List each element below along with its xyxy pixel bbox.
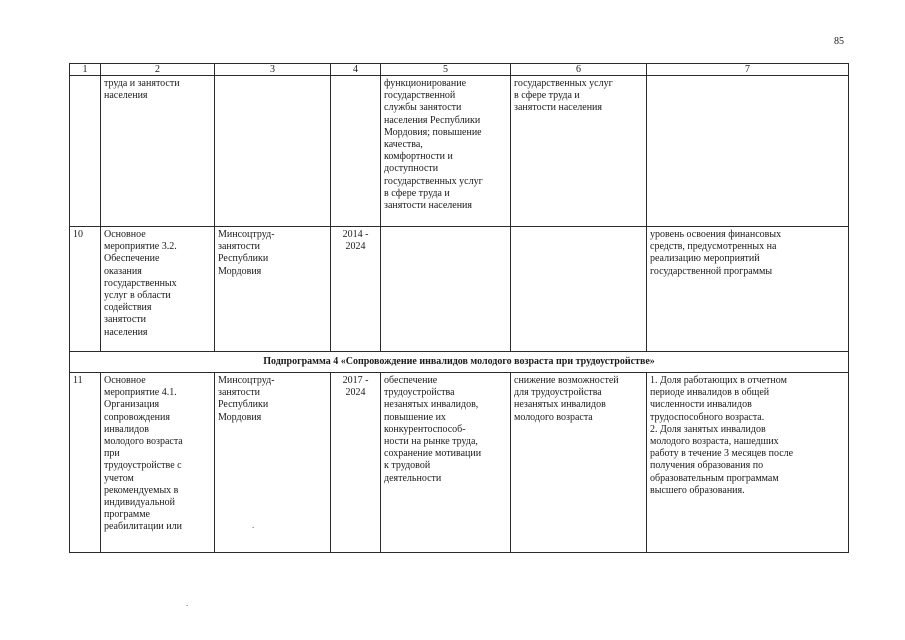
row10-indicator-line: уровень освоения финансовых <box>650 229 782 240</box>
subprogram-title: Подпрограмма 4 «Сопровождение инвалидов молодого возраста при трудоустройстве» <box>70 352 849 373</box>
table-row-11 <box>70 373 849 553</box>
document-table <box>69 63 849 553</box>
row10-measure-cell <box>101 227 215 352</box>
cont-result-line: комфортности и <box>384 151 453 163</box>
row11-result-line: конкурентоспособ- <box>384 423 466 435</box>
row11-measure-line: Организация <box>104 399 160 411</box>
row11-executor-cell <box>215 373 331 553</box>
col-header-2: 2 <box>101 64 215 76</box>
row10-measure-line: Основное <box>104 229 146 240</box>
row11-indicator-line: 2. Доля занятых инвалидов <box>650 423 766 435</box>
stray-mark: . <box>252 520 255 530</box>
cont-result-line: службы занятости <box>384 102 462 114</box>
row11-executor-line: занятости <box>218 387 260 399</box>
cont-result-line: населения Республики <box>384 114 481 126</box>
row11-result-line: обеспечение <box>384 375 438 386</box>
row11-indicator-line: периоде инвалидов в общей <box>650 387 770 399</box>
row11-indicator-line: получения образования по <box>650 460 764 472</box>
row11-indicator-cell <box>647 373 849 553</box>
row11-consequence-cell <box>511 373 647 553</box>
col-header-6: 6 <box>511 64 647 76</box>
row10-indicator-line: средств, предусмотренных на <box>650 241 777 253</box>
cont-executor-cell <box>215 76 331 227</box>
row11-executor-line: Мордовия <box>218 411 262 423</box>
row11-indicator-line: 1. Доля работающих в отчетном <box>650 375 787 386</box>
row11-indicator-line: образовательным программам <box>650 472 779 484</box>
row11-consequence-line: снижение возможностей <box>514 375 619 386</box>
row11-measure-line: молодого возраста <box>104 436 183 448</box>
cont-result-line: Мордовия; повышение <box>384 126 482 138</box>
row11-consequence-line: молодого возраста <box>514 411 593 423</box>
cont-measure-cell: труда и занятости населения <box>101 76 215 227</box>
row11-measure-line: сопровождения <box>104 411 170 423</box>
row10-measure-line: занятости <box>104 314 146 326</box>
page-number: 85 <box>834 36 844 47</box>
row11-num-cell: 11 <box>70 373 101 553</box>
row10-executor-line: занятости <box>218 241 260 253</box>
row10-measure-line: государственных <box>104 277 177 289</box>
col-header-4: 4 <box>331 64 381 76</box>
cont-result-cell <box>381 76 511 227</box>
col-header-5: 5 <box>381 64 511 76</box>
cont-result-line: качества, <box>384 139 423 151</box>
row10-measure-line: Обеспечение <box>104 253 160 265</box>
row11-result-line: сохранение мотивации <box>384 448 482 460</box>
row11-consequence-line: незанятых инвалидов <box>514 399 606 411</box>
row11-indicator-line: работу в течение 3 месяцев после <box>650 448 794 460</box>
table-row-continued <box>70 76 849 227</box>
row11-measure-line: индивидуальной <box>104 497 175 509</box>
row11-result-line: повышение их <box>384 411 446 423</box>
row10-num-cell: 10 <box>70 227 101 352</box>
row10-indicator-cell <box>647 227 849 352</box>
row10-executor-line: Минсоцтруд- <box>218 229 275 240</box>
row11-period-cell <box>331 373 381 553</box>
cont-indicator-cell <box>647 76 849 227</box>
row10-measure-line: населения <box>104 326 148 338</box>
row11-measure-line: при <box>104 448 120 460</box>
row11-indicator-line: численности инвалидов <box>650 399 752 411</box>
row10-period-line: 2014 - <box>342 229 369 240</box>
row11-measure-line: мероприятие 4.1. <box>104 387 177 399</box>
row11-period-line: 2017 - <box>342 375 369 386</box>
row11-result-cell <box>381 373 511 553</box>
row10-measure-line: оказания <box>104 265 142 277</box>
cont-result-line: государственных услуг <box>384 175 483 187</box>
cont-result-line: государственной <box>384 90 456 102</box>
row11-executor-line: Республики <box>218 399 269 411</box>
cont-consequence-line: занятости населения <box>514 102 603 114</box>
cont-consequence-cell <box>511 76 647 227</box>
row10-period-line: 2024 <box>345 241 366 253</box>
row10-executor-line: Мордовия <box>218 265 262 277</box>
col-header-3: 3 <box>215 64 331 76</box>
row11-measure-line: программе <box>104 509 150 521</box>
row11-measure-line: Основное <box>104 375 146 386</box>
row11-measure-line: учетом <box>104 472 134 484</box>
row11-result-line: к трудовой <box>384 460 431 472</box>
row11-measure-cell <box>101 373 215 553</box>
cont-result-line: занятости населения <box>384 200 473 212</box>
cont-result-line: функционирование <box>384 78 467 89</box>
row10-measure-line: мероприятие 3.2. <box>104 241 177 253</box>
cont-consequence-line: в сфере труда и <box>514 90 580 102</box>
row10-executor-cell <box>215 227 331 352</box>
column-number-row <box>70 64 849 76</box>
row10-executor-line: Республики <box>218 253 269 265</box>
cont-period-cell <box>331 76 381 227</box>
cont-result-line: в сфере труда и <box>384 187 450 199</box>
row10-indicator-line: реализацию мероприятий <box>650 253 760 265</box>
row11-indicator-line: высшего образования. <box>650 484 745 496</box>
row11-measure-line: реабилитации или <box>104 521 182 533</box>
col-header-7: 7 <box>647 64 849 76</box>
cont-num-cell <box>70 76 101 227</box>
col-header-1: 1 <box>70 64 101 76</box>
stray-mark: . <box>186 598 189 608</box>
row11-measure-line: инвалидов <box>104 423 149 435</box>
row11-measure-line: трудоустройстве с <box>104 460 182 472</box>
row11-indicator-line: трудоспособного возраста. <box>650 411 765 423</box>
table-row-10 <box>70 227 849 352</box>
cont-result-line: доступности <box>384 163 439 175</box>
row10-period-cell <box>331 227 381 352</box>
row11-result-line: незанятых инвалидов, <box>384 399 479 411</box>
row10-measure-line: услуг в области <box>104 290 171 302</box>
row11-result-line: деятельности <box>384 472 442 484</box>
row11-period-line: 2024 <box>345 387 366 399</box>
row11-result-line: ности на рынке труда, <box>384 436 478 448</box>
row10-measure-line: содействия <box>104 302 152 314</box>
row10-consequence-cell <box>511 227 647 352</box>
row11-measure-line: рекомендуемых в <box>104 484 179 496</box>
row11-indicator-line: молодого возраста, нашедших <box>650 436 779 448</box>
row11-executor-line: Минсоцтруд- <box>218 375 275 386</box>
row10-result-cell <box>381 227 511 352</box>
row11-result-line: трудоустройства <box>384 387 455 399</box>
row11-consequence-line: для трудоустройства <box>514 387 602 399</box>
row10-indicator-line: государственной программы <box>650 265 773 277</box>
cont-consequence-line: государственных услуг <box>514 78 613 89</box>
subprogram-row <box>70 352 849 373</box>
